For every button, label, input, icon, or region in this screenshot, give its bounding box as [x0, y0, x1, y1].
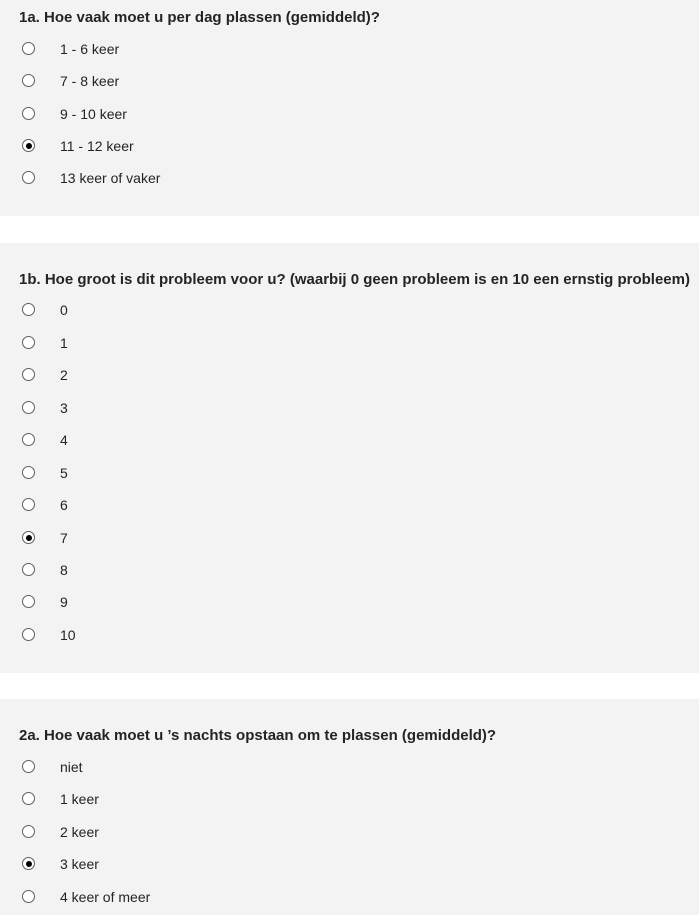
radio-button[interactable] [22, 628, 35, 641]
radio-button[interactable] [22, 792, 35, 805]
option-2a-0[interactable] [0, 753, 699, 781]
option-label: 7 [60, 530, 68, 546]
option-1b-4[interactable] [0, 426, 699, 454]
radio-button-selected[interactable] [22, 139, 35, 152]
option-1b-10[interactable] [0, 621, 699, 649]
radio-button[interactable] [22, 171, 35, 184]
radio-button[interactable] [22, 466, 35, 479]
radio-button[interactable] [22, 303, 35, 316]
option-1a-1[interactable] [0, 67, 699, 95]
option-label: 13 keer of vaker [60, 170, 161, 186]
option-1b-7[interactable] [0, 524, 699, 552]
option-2a-2[interactable] [0, 818, 699, 846]
option-1a-4[interactable] [0, 164, 699, 192]
option-2a-3[interactable] [0, 850, 699, 878]
option-1b-5[interactable] [0, 459, 699, 487]
option-label: 3 keer [60, 856, 99, 872]
option-label: 2 keer [60, 824, 99, 840]
option-1b-2[interactable] [0, 361, 699, 389]
option-label: 3 [60, 400, 68, 416]
radio-button[interactable] [22, 890, 35, 903]
question-card-2a [0, 699, 699, 915]
radio-button[interactable] [22, 760, 35, 773]
option-1b-1[interactable] [0, 329, 699, 357]
radio-button[interactable] [22, 107, 35, 120]
radio-button[interactable] [22, 42, 35, 55]
radio-button-selected[interactable] [22, 531, 35, 544]
option-1a-2[interactable] [0, 100, 699, 128]
option-1a-0[interactable] [0, 35, 699, 63]
question-title-2a: 2a. Hoe vaak moet u ’s nachts opstaan om te plassen (gemiddeld)? [19, 727, 497, 744]
question-title-1b: 1b. Hoe groot is dit probleem voor u? (waarbij 0 geen probleem is en 10 een ernstig probleem) [19, 271, 690, 288]
option-1b-3[interactable] [0, 394, 699, 422]
radio-button[interactable] [22, 433, 35, 446]
option-label: 1 keer [60, 791, 99, 807]
option-label: 9 [60, 594, 68, 610]
option-1b-0[interactable] [0, 296, 699, 324]
option-label: 5 [60, 465, 68, 481]
option-label: niet [60, 759, 83, 775]
option-label: 4 [60, 432, 68, 448]
radio-button[interactable] [22, 498, 35, 511]
radio-button[interactable] [22, 825, 35, 838]
radio-button[interactable] [22, 368, 35, 381]
question-card-1b [0, 243, 699, 673]
radio-button[interactable] [22, 595, 35, 608]
question-card-1a [0, 0, 699, 216]
radio-button[interactable] [22, 563, 35, 576]
radio-button[interactable] [22, 401, 35, 414]
option-label: 0 [60, 302, 68, 318]
option-2a-4[interactable] [0, 883, 699, 911]
radio-button[interactable] [22, 74, 35, 87]
option-label: 10 [60, 627, 76, 643]
option-label: 1 - 6 keer [60, 41, 120, 57]
option-1b-6[interactable] [0, 491, 699, 519]
option-label: 1 [60, 335, 68, 351]
option-2a-1[interactable] [0, 785, 699, 813]
option-label: 4 keer of meer [60, 889, 151, 905]
option-1a-3[interactable] [0, 132, 699, 160]
option-label: 11 - 12 keer [60, 138, 134, 154]
radio-button-selected[interactable] [22, 857, 35, 870]
question-title-1a: 1a. Hoe vaak moet u per dag plassen (gemiddeld)? [19, 9, 380, 26]
option-label: 6 [60, 497, 68, 513]
option-label: 7 - 8 keer [60, 73, 120, 89]
option-1b-9[interactable] [0, 588, 699, 616]
option-label: 2 [60, 367, 68, 383]
radio-button[interactable] [22, 336, 35, 349]
option-label: 8 [60, 562, 68, 578]
option-label: 9 - 10 keer [60, 106, 127, 122]
option-1b-8[interactable] [0, 556, 699, 584]
